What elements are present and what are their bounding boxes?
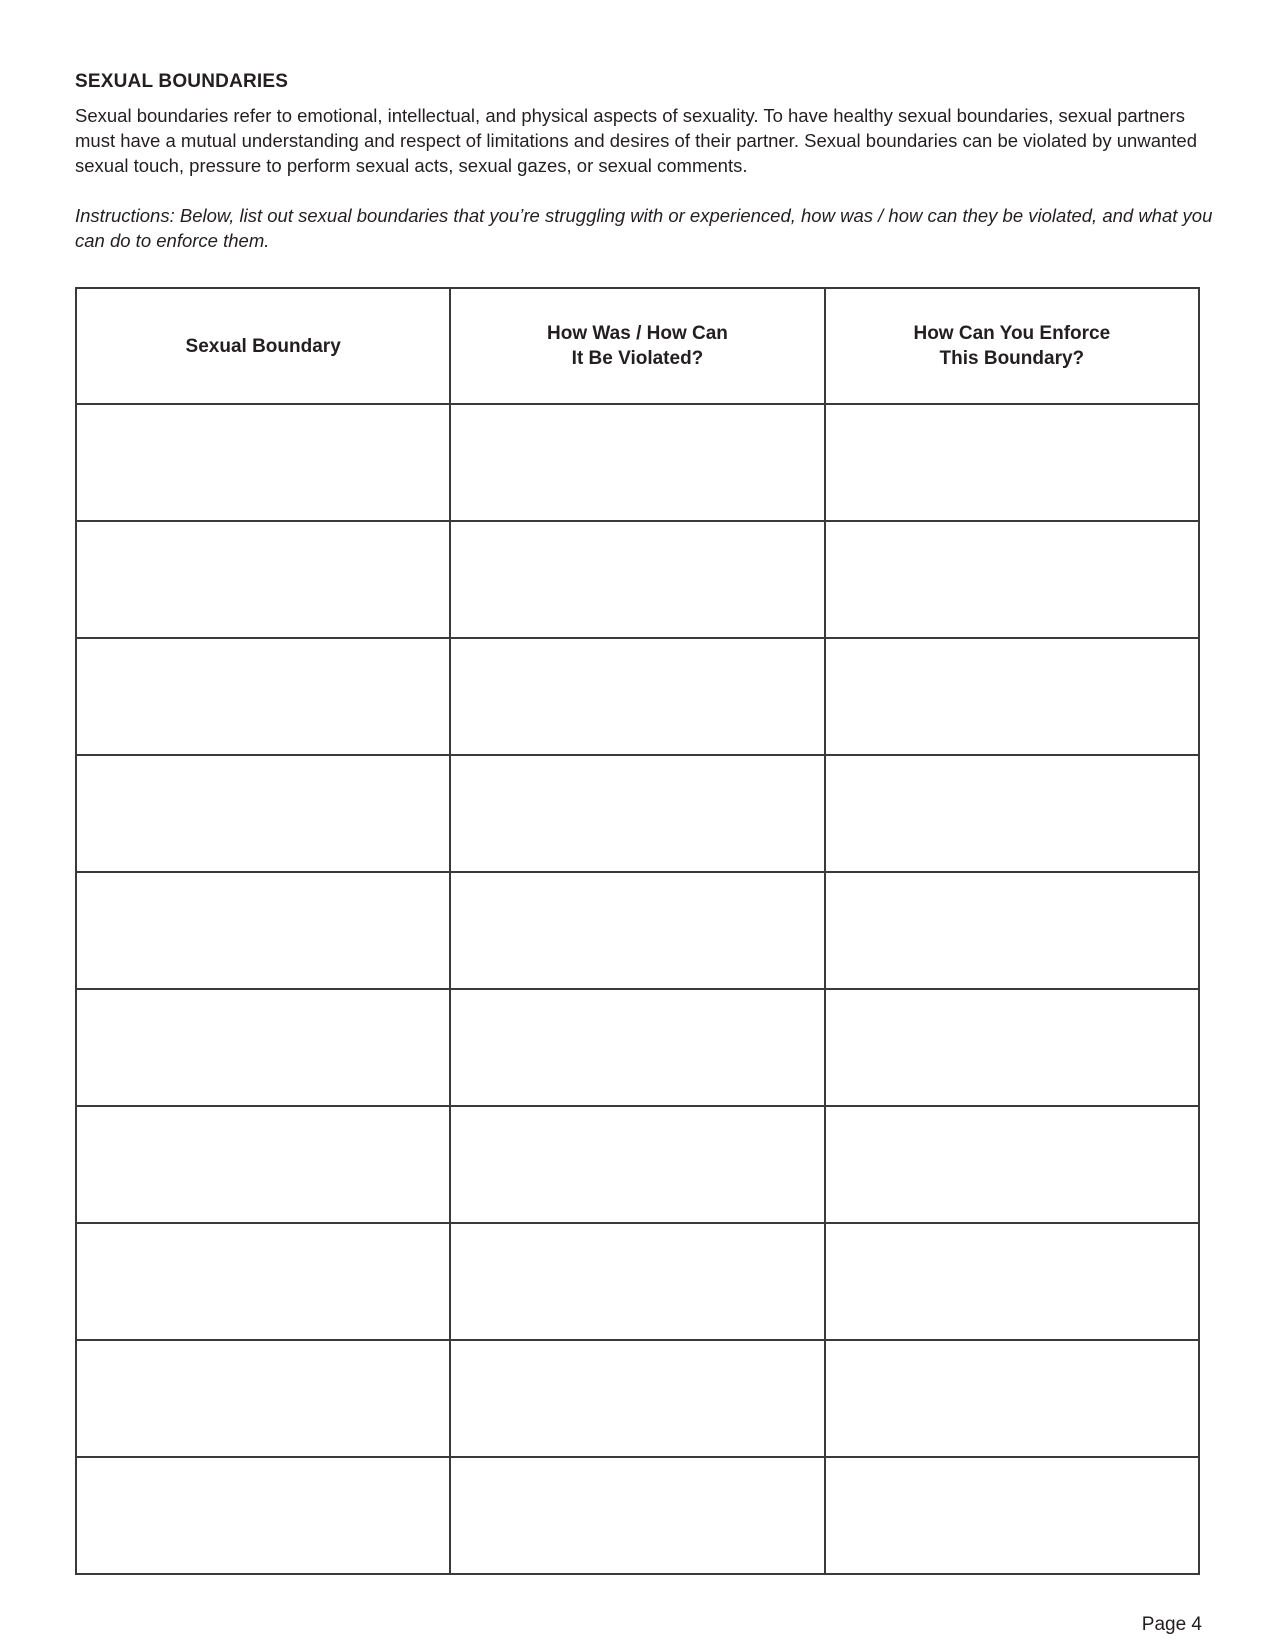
enforcement-cell[interactable] — [825, 521, 1199, 638]
table-row — [76, 872, 1199, 989]
table-row — [76, 521, 1199, 638]
table-row — [76, 755, 1199, 872]
boundary-cell[interactable] — [76, 1340, 450, 1457]
column-header-sexual-boundary: Sexual Boundary — [76, 288, 450, 404]
violation-cell[interactable] — [450, 521, 824, 638]
enforcement-cell[interactable] — [825, 872, 1199, 989]
enforcement-cell[interactable] — [825, 1106, 1199, 1223]
violation-cell[interactable] — [450, 872, 824, 989]
enforcement-cell[interactable] — [825, 404, 1199, 521]
table-row — [76, 638, 1199, 755]
page-number: Page 4 — [1141, 1614, 1202, 1635]
instructions-paragraph: Instructions: Below, list out sexual boundaries that you’re struggling with or experienced, how was / how can they be violated, and what you can do to enforce them. — [75, 205, 1213, 251]
column-header-how-violated: How Was / How Can It Be Violated? — [450, 288, 824, 404]
table-row — [76, 1106, 1199, 1223]
table-row — [76, 1340, 1199, 1457]
boundary-cell[interactable] — [76, 1223, 450, 1340]
boundary-cell[interactable] — [76, 521, 450, 638]
boundary-cell[interactable] — [76, 872, 450, 989]
boundary-cell[interactable] — [76, 755, 450, 872]
table-row — [76, 404, 1199, 521]
column-header-how-enforce: How Can You Enforce This Boundary? — [825, 288, 1199, 404]
boundary-cell[interactable] — [76, 989, 450, 1106]
violation-cell[interactable] — [450, 1106, 824, 1223]
enforcement-cell[interactable] — [825, 1223, 1199, 1340]
violation-cell[interactable] — [450, 989, 824, 1106]
intro-paragraph: Sexual boundaries refer to emotional, intellectual, and physical aspects of sexuality. To have healthy sexual boundaries, sexual partners must have a mutual understanding and respect of limitations and desires of their partner. Sexual boundaries can be violated by unwanted sexual touch, pressure to perform sexual acts, sexual gazes, or sexual comments. — [75, 105, 1197, 176]
enforcement-cell[interactable] — [825, 755, 1199, 872]
table-header-row — [76, 288, 1199, 404]
boundary-cell[interactable] — [76, 404, 450, 521]
table-body — [76, 404, 1199, 1574]
page-title: SEXUAL BOUNDARIES — [75, 71, 289, 92]
enforcement-cell[interactable] — [825, 1340, 1199, 1457]
boundary-cell[interactable] — [76, 638, 450, 755]
table-row — [76, 1223, 1199, 1340]
violation-cell[interactable] — [450, 1457, 824, 1574]
enforcement-cell[interactable] — [825, 638, 1199, 755]
violation-cell[interactable] — [450, 1223, 824, 1340]
violation-cell[interactable] — [450, 638, 824, 755]
violation-cell[interactable] — [450, 404, 824, 521]
violation-cell[interactable] — [450, 755, 824, 872]
enforcement-cell[interactable] — [825, 1457, 1199, 1574]
boundaries-table — [75, 287, 1200, 1575]
violation-cell[interactable] — [450, 1340, 824, 1457]
table-row — [76, 1457, 1199, 1574]
table-row — [76, 989, 1199, 1106]
boundary-cell[interactable] — [76, 1106, 450, 1223]
enforcement-cell[interactable] — [825, 989, 1199, 1106]
boundary-cell[interactable] — [76, 1457, 450, 1574]
